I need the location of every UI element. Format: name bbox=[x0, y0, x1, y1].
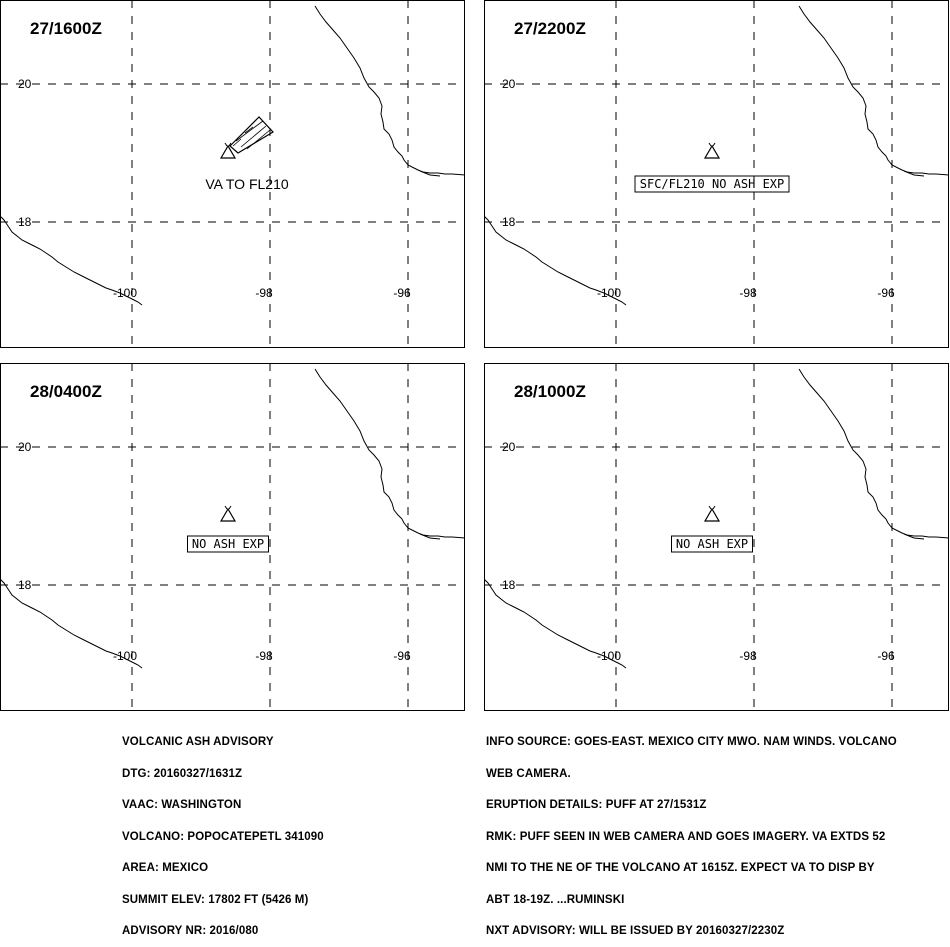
latitude-label: 20 bbox=[502, 440, 516, 454]
forecast-time-title: 27/2200Z bbox=[514, 19, 586, 38]
advisory-line: NMI TO THE NE OF THE VOLCANO AT 1615Z. EXPECT VA TO DISP BY bbox=[486, 862, 875, 874]
volcano-triangle-icon bbox=[705, 143, 719, 158]
coastline-gulf bbox=[315, 369, 465, 538]
advisory-line: NXT ADVISORY: WILL BE ISSUED BY 20160327/2230Z bbox=[486, 925, 785, 937]
coastline-gulf bbox=[799, 6, 949, 175]
map-canvas bbox=[484, 0, 949, 348]
map-canvas bbox=[484, 363, 949, 711]
ash-label: VA TO FL210 bbox=[205, 176, 289, 192]
latitude-label: 18 bbox=[502, 215, 516, 229]
longitude-label: -96 bbox=[393, 649, 411, 663]
ash-label: NO ASH EXP bbox=[675, 537, 749, 551]
longitude-label: -96 bbox=[877, 286, 895, 300]
map-canvas bbox=[0, 0, 465, 348]
advisory-line: VOLCANO: POPOCATEPETL 341090 bbox=[122, 830, 324, 843]
latitude-label: 20 bbox=[18, 77, 32, 91]
advisory-line: ADVISORY NR: 2016/080 bbox=[122, 925, 259, 937]
advisory-line: WEB CAMERA. bbox=[486, 767, 571, 780]
ash-label: NO ASH EXP bbox=[191, 537, 265, 551]
forecast-time-title: 28/0400Z bbox=[30, 382, 102, 401]
longitude-label: -100 bbox=[112, 286, 138, 300]
coastline-gulf bbox=[799, 369, 949, 538]
forecast-time-title: 28/1000Z bbox=[514, 382, 586, 401]
forecast-panel-4 bbox=[484, 363, 949, 711]
volcano-triangle-icon bbox=[221, 506, 235, 521]
forecast-panel-2 bbox=[484, 0, 949, 348]
advisory-line: VAAC: WASHINGTON bbox=[122, 799, 242, 811]
advisory-line: AREA: MEXICO bbox=[122, 862, 209, 874]
advisory-line: RMK: PUFF SEEN IN WEB CAMERA AND GOES IMAGERY. VA EXTDS 52 bbox=[486, 830, 886, 843]
map-canvas bbox=[0, 363, 465, 711]
volcano-triangle-icon bbox=[705, 506, 719, 521]
advisory-line: VOLCANIC ASH ADVISORY bbox=[122, 736, 274, 748]
longitude-label: -100 bbox=[596, 649, 622, 663]
ash-label: SFC/FL210 NO ASH EXP bbox=[639, 177, 785, 191]
longitude-label: -98 bbox=[255, 286, 273, 300]
latitude-label: 20 bbox=[502, 77, 516, 91]
longitude-label: -100 bbox=[596, 286, 622, 300]
forecast-time-title: 27/1600Z bbox=[30, 19, 102, 38]
ash-cloud-polygon bbox=[230, 117, 273, 153]
latitude-label: 20 bbox=[18, 440, 32, 454]
longitude-label: -98 bbox=[739, 649, 757, 663]
longitude-label: -98 bbox=[255, 649, 273, 663]
longitude-label: -100 bbox=[112, 649, 138, 663]
coastline-gulf bbox=[315, 6, 465, 175]
forecast-panel-3 bbox=[0, 363, 465, 711]
longitude-label: -96 bbox=[877, 649, 895, 663]
advisory-line: INFO SOURCE: GOES-EAST. MEXICO CITY MWO. NAM WINDS. VOLCANO bbox=[486, 736, 897, 748]
volcano-triangle-icon bbox=[221, 143, 235, 158]
latitude-label: 18 bbox=[18, 578, 32, 592]
advisory-line: ERUPTION DETAILS: PUFF AT 27/1531Z bbox=[486, 799, 707, 811]
latitude-label: 18 bbox=[18, 215, 32, 229]
advisory-line: DTG: 20160327/1631Z bbox=[122, 767, 243, 780]
advisory-details-text bbox=[486, 716, 897, 947]
advisory-header-text bbox=[122, 716, 324, 947]
advisory-line: SUMMIT ELEV: 17802 FT (5426 M) bbox=[122, 893, 309, 906]
longitude-label: -96 bbox=[393, 286, 411, 300]
longitude-label: -98 bbox=[739, 286, 757, 300]
advisory-line: ABT 18-19Z. ...RUMINSKI bbox=[486, 893, 625, 906]
latitude-label: 18 bbox=[502, 578, 516, 592]
forecast-panel-1 bbox=[0, 0, 465, 348]
